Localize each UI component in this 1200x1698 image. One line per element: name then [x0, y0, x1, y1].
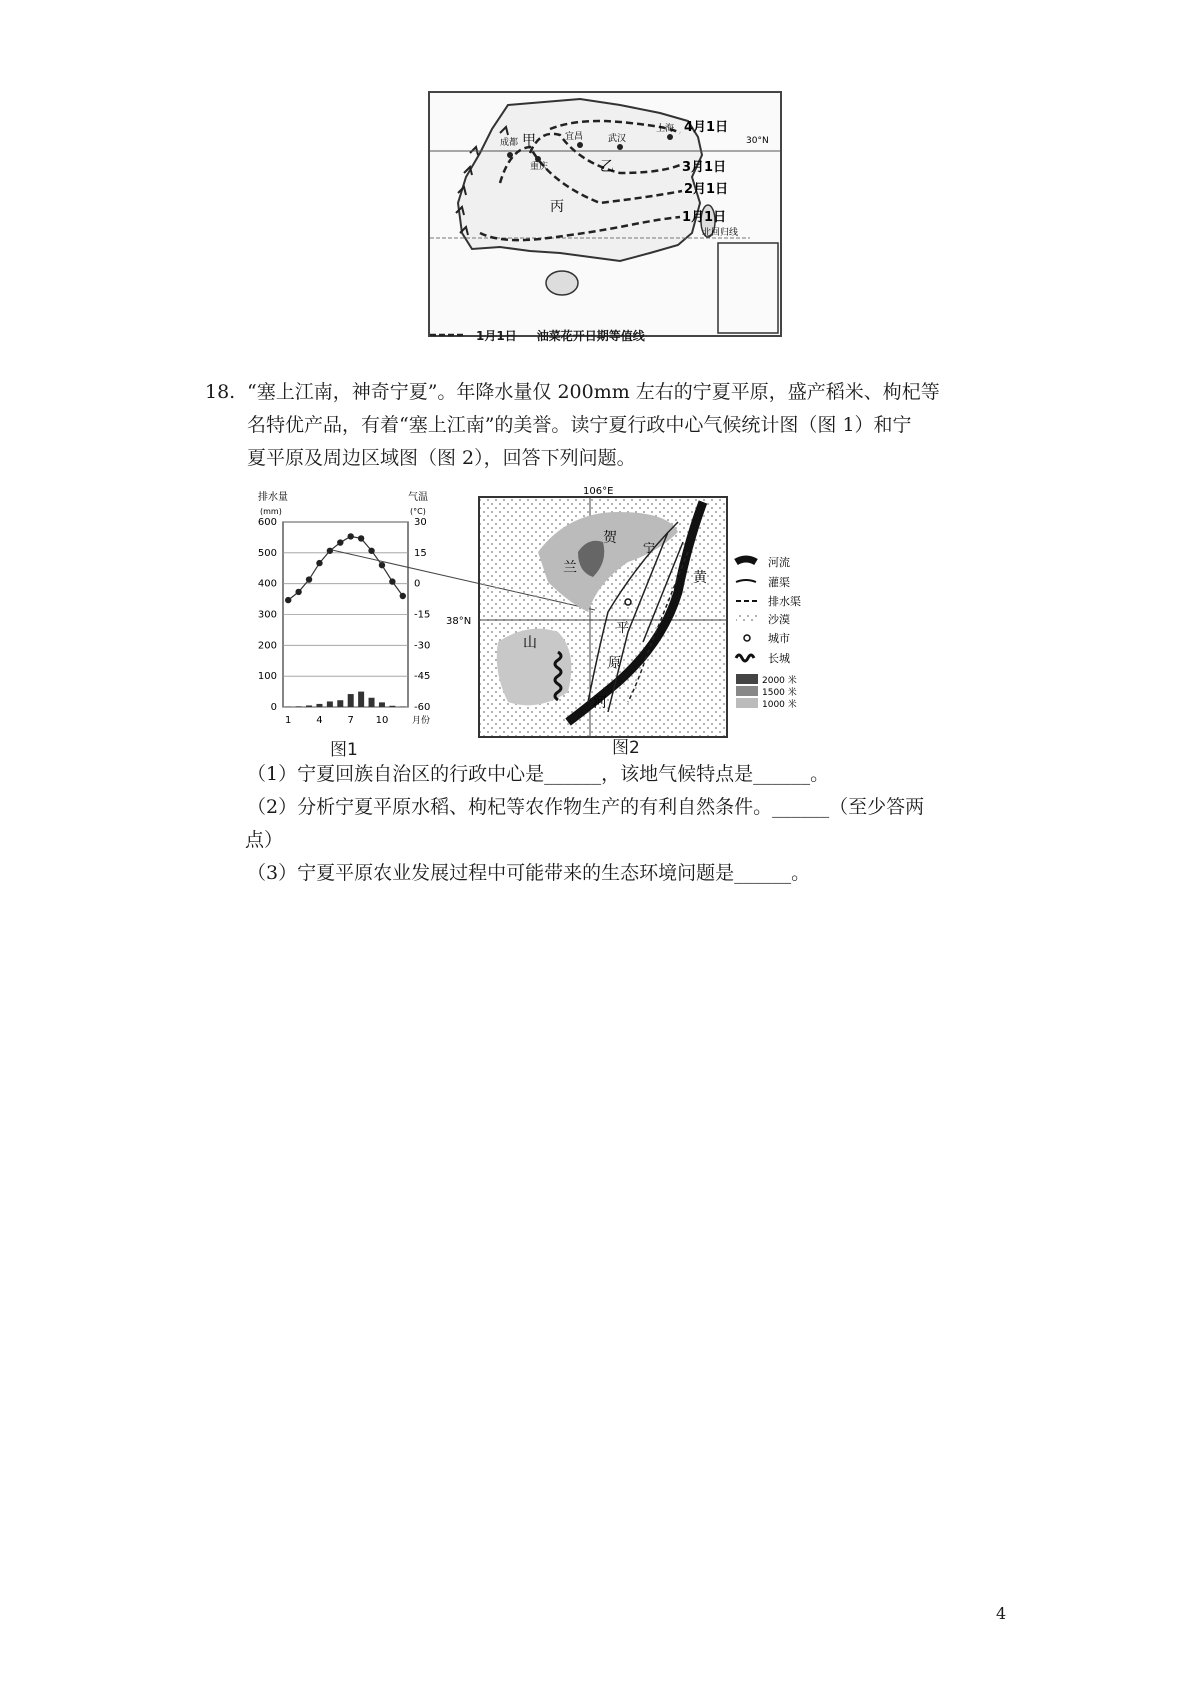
- city-label: 宜昌: [565, 132, 584, 142]
- river-legend-icon: [736, 559, 756, 562]
- elev-1500-legend-icon: [736, 686, 758, 696]
- elev-2000-legend-icon: [736, 674, 758, 684]
- hainan-island: [546, 271, 578, 295]
- lat-label: 30°N: [746, 136, 769, 146]
- y-tick-label: 400: [257, 578, 277, 590]
- y2-tick-label: 30: [414, 517, 427, 528]
- temperature-point: [306, 576, 312, 582]
- legend-label: 长城: [768, 652, 790, 665]
- rapeseed-map-svg: [430, 93, 780, 335]
- y-axis-unit: (mm): [260, 507, 282, 516]
- question-number: 18.: [205, 381, 236, 403]
- region-label: 乙: [600, 159, 614, 175]
- sub-question-3: （3）宁夏平原农业发展过程中可能带来的生态环境问题是______。: [247, 862, 811, 884]
- city-label: 重庆: [530, 162, 549, 172]
- y-tick-label: 600: [257, 517, 277, 528]
- map-label: 平: [616, 621, 630, 636]
- precip-bar: [389, 706, 395, 707]
- y-axis-title: 排水量: [258, 492, 288, 503]
- y2-tick-label: 15: [414, 547, 427, 559]
- x-tick-label: 7: [347, 715, 354, 726]
- x-axis-label: 月份: [412, 716, 431, 726]
- precip-bar: [327, 701, 333, 707]
- precip-bar: [358, 692, 364, 707]
- city-label: 武汉: [608, 134, 627, 144]
- x-tick-label: 10: [375, 715, 389, 726]
- lon-label: 106°E: [583, 486, 614, 497]
- rapeseed-bloom-map: [428, 91, 782, 337]
- map-label: 贺: [603, 530, 617, 546]
- legend-label: 1500 米: [762, 688, 797, 698]
- map-label: 宁: [643, 541, 656, 555]
- question-stem: [247, 376, 1007, 475]
- city-dot: [507, 152, 513, 158]
- x-tick-label: 4: [316, 715, 323, 726]
- sub-question-1: （1）宁夏回族自治区的行政中心是______，该地气候特点是______。: [247, 763, 830, 785]
- y-tick-label: 500: [257, 547, 277, 559]
- page-number: 4: [996, 1604, 1007, 1623]
- legend-label: 城市: [768, 632, 790, 645]
- city-legend-icon: [744, 635, 750, 641]
- date-label-apr1: 4月1日: [684, 120, 729, 135]
- city-dot: [577, 142, 583, 148]
- sub-question-2: （2）分析宁夏平原水稻、枸杞等农作物生产的有利自然条件。______（至少答两: [247, 796, 925, 818]
- y-tick-label: 200: [257, 640, 277, 652]
- temperature-point: [348, 533, 354, 539]
- city-dot: [617, 144, 623, 150]
- city-label: 成都: [500, 138, 519, 148]
- stem-line: “塞上江南，神奇宁夏”。年降水量仅 200mm 左右的宁夏平原，盛产稻米、枸杞等: [247, 381, 940, 403]
- date-label-jan1: 1月1日: [682, 210, 727, 225]
- sub-questions: [247, 758, 1017, 890]
- lat-label: 38°N: [446, 616, 472, 627]
- legend-text: 油菜花开日期等值线: [536, 328, 645, 343]
- date-label-mar1: 3月1日: [682, 160, 727, 175]
- legend-label: 灌渠: [768, 576, 790, 589]
- map-label: 原: [608, 656, 622, 671]
- temperature-point: [295, 589, 301, 595]
- legend-label: 河流: [768, 556, 790, 569]
- map-label: 河: [593, 695, 607, 711]
- desert-legend-icon: [736, 613, 758, 623]
- stem-line: 夏平原及周边区域图（图 2），回答下列问题。: [247, 447, 636, 469]
- ningxia-map: [446, 482, 828, 740]
- map-label: 黄: [693, 570, 707, 586]
- inset-box: [718, 243, 778, 333]
- y2-tick-label: -15: [414, 609, 431, 621]
- city-label: 上海: [656, 124, 675, 134]
- legend-label: 2000 米: [762, 676, 797, 686]
- tropic-label: 北回归线: [702, 228, 739, 238]
- city-yinchuan-dot: [625, 599, 631, 605]
- city-dot: [667, 134, 673, 140]
- map2-legend: [736, 555, 801, 710]
- y2-axis-unit: (°C): [410, 507, 426, 516]
- figure2-caption: 图2: [612, 738, 640, 758]
- date-label-feb1: 2月1日: [684, 182, 729, 197]
- y2-tick-label: -30: [414, 640, 431, 652]
- region-label: 甲: [522, 133, 536, 149]
- region-label: 丙: [550, 199, 564, 215]
- canal-legend-icon: [736, 580, 756, 582]
- figure1-caption: 图1: [330, 740, 358, 760]
- ningxia-map-svg: [446, 482, 828, 740]
- precip-bar: [337, 700, 343, 707]
- map1-legend: [428, 324, 778, 346]
- stem-line: 名特优产品，有着“塞上江南”的美誉。读宁夏行政中心气候统计图（图 1）和宁: [247, 414, 912, 436]
- y-tick-label: 100: [257, 671, 277, 683]
- x-tick-label: 1: [285, 715, 292, 726]
- precip-bar: [369, 698, 375, 707]
- sub-question-2-cont: 点）: [245, 829, 284, 851]
- elev-1000-legend-icon: [736, 698, 758, 708]
- precip-bar: [306, 705, 312, 707]
- map-label: 山: [523, 635, 537, 651]
- y-tick-label: 300: [257, 609, 277, 621]
- y2-tick-label: 0: [414, 578, 421, 590]
- wall-legend-icon: [736, 655, 754, 661]
- precip-bar: [316, 704, 322, 707]
- legend-label: 1000 米: [762, 700, 797, 710]
- temperature-point: [285, 597, 291, 603]
- precip-bar: [379, 702, 385, 707]
- precip-bar: [348, 694, 354, 707]
- y2-axis-title: 气温: [408, 492, 428, 503]
- map-label: 兰: [563, 560, 577, 576]
- y-tick-label: 0: [270, 702, 277, 713]
- legend-key: 1月1日: [476, 328, 517, 343]
- precip-bar: [296, 706, 302, 707]
- temperature-point: [316, 560, 322, 566]
- y2-tick-label: -60: [414, 702, 431, 713]
- dashed-line-legend-icon: [428, 329, 468, 341]
- y2-tick-label: -45: [414, 671, 431, 683]
- legend-label: 排水渠: [768, 595, 801, 608]
- legend-label: 沙漠: [768, 613, 790, 626]
